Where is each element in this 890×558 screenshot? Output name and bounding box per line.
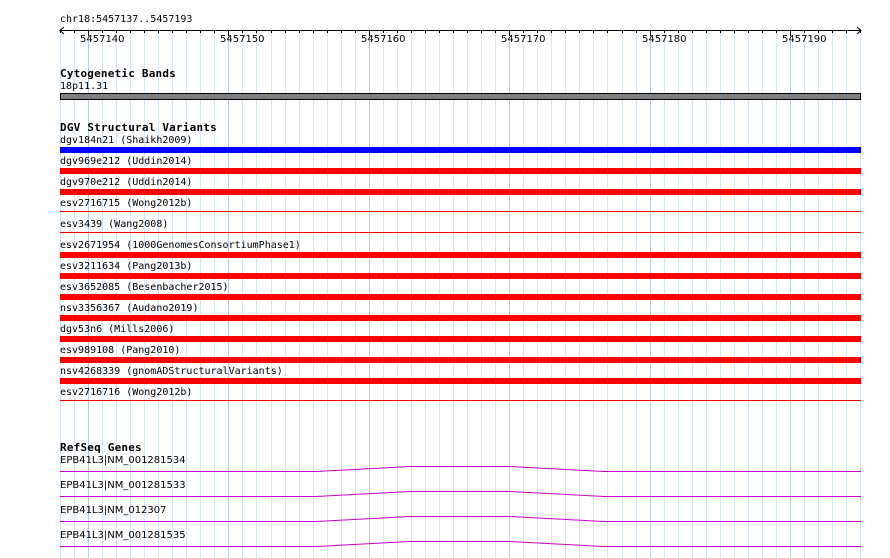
refseq-track-title[interactable]: RefSeq Genes xyxy=(60,441,142,454)
variant-label-13: esv2716716 (Wong2012b) xyxy=(60,387,193,398)
cytoband-label: 18p11.31 xyxy=(60,81,109,92)
variant-label-10: dgv53n6 (Mills2006) xyxy=(60,324,175,335)
tick-label-5457140: 5457140 xyxy=(80,34,125,45)
gene-model-2[interactable] xyxy=(60,492,861,497)
gene-label-4: EPB41L3|NM_001281535 xyxy=(60,530,186,541)
variant-label-7: esv3211634 (Pang2013b) xyxy=(60,261,193,272)
variant-label-4: esv2716715 (Wong2012b) xyxy=(60,198,193,209)
tick-label-5457170: 5457170 xyxy=(501,34,546,45)
tick-label-5457180: 5457180 xyxy=(642,34,687,45)
tick-label-5457160: 5457160 xyxy=(361,34,406,45)
variant-label-12: nsv4268339 (gnomADStructuralVariants) xyxy=(60,366,283,377)
variant-label-9: nsv3356367 (Audano2019) xyxy=(60,303,199,314)
variant-label-11: esv989108 (Pang2010) xyxy=(60,345,181,356)
gene-model-3[interactable] xyxy=(60,517,861,522)
cytoband-track-title[interactable]: Cytogenetic Bands xyxy=(60,67,176,80)
variant-label-5: esv3439 (Wang2008) xyxy=(60,219,169,230)
gene-model-1[interactable] xyxy=(60,467,861,472)
dgv-track-title[interactable]: DGV Structural Variants xyxy=(60,121,217,134)
tick-label-5457150: 5457150 xyxy=(220,34,265,45)
variant-label-6: esv2671954 (1000GenomesConsortiumPhase1) xyxy=(60,240,301,251)
gene-label-1: EPB41L3|NM_001281534 xyxy=(60,455,186,466)
variant-label-1: dgv184n21 (Shaikh2009) xyxy=(60,135,193,146)
gene-label-2: EPB41L3|NM_001281533 xyxy=(60,480,186,491)
variant-label-8: esv3652085 (Besenbacher2015) xyxy=(60,282,229,293)
gene-label-3: EPB41L3|NM_012307 xyxy=(60,505,167,516)
variant-label-2: dgv969e212 (Uddin2014) xyxy=(60,156,193,167)
location-label: chr18:5457137..5457193 xyxy=(60,14,193,25)
tick-label-5457190: 5457190 xyxy=(782,34,827,45)
gene-model-4[interactable] xyxy=(60,542,861,547)
variant-label-3: dgv970e212 (Uddin2014) xyxy=(60,177,193,188)
